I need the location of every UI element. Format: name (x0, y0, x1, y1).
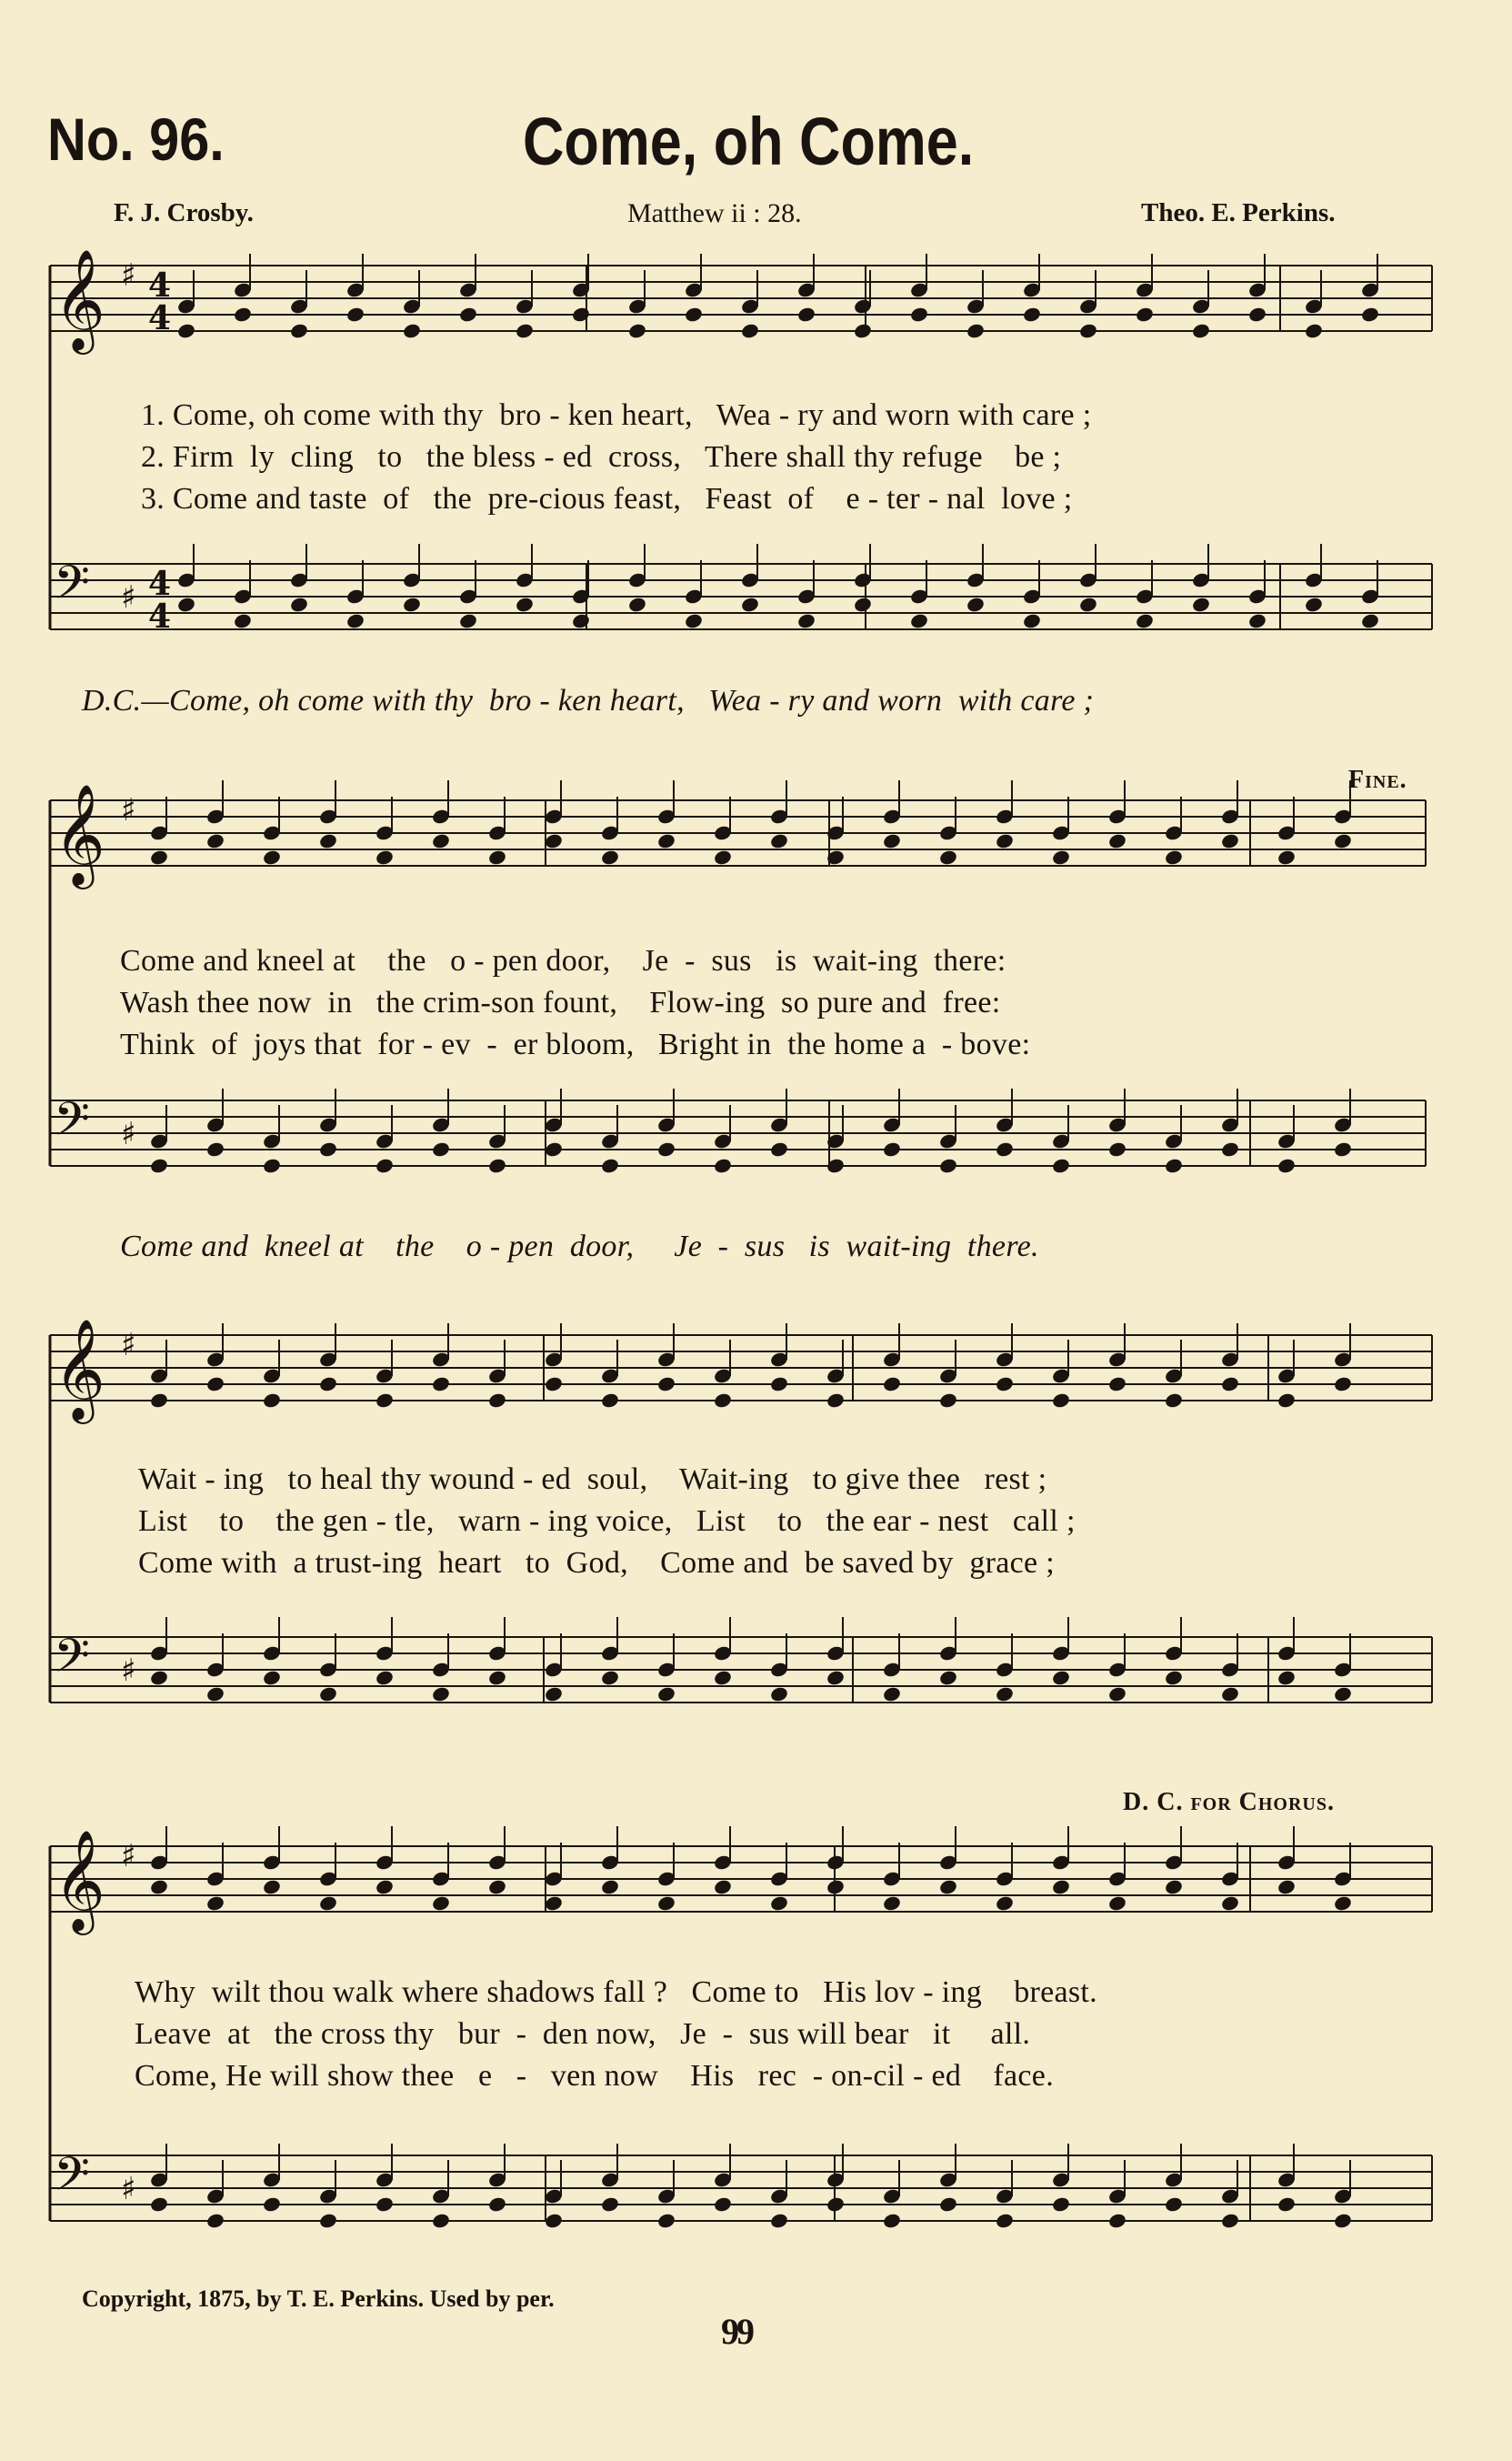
note-head (995, 1685, 1015, 1703)
note-head (713, 849, 733, 866)
note-head (1051, 849, 1071, 866)
note-head (713, 2195, 733, 2213)
note-head (740, 322, 760, 339)
verse-line-3: Come, He will show thee e - ven now His rec - on-cil - ed face. (135, 2059, 1054, 2093)
note-head (375, 1669, 395, 1686)
note-head (375, 1878, 395, 1895)
note-head (995, 1140, 1015, 1158)
sharp-key-signature: ♯ (121, 1652, 136, 1689)
note-head (345, 612, 365, 629)
note-head (487, 1157, 507, 1174)
note-head (627, 596, 647, 613)
time-signature: 4 (148, 299, 172, 337)
note-head (1247, 612, 1267, 629)
note-head (205, 832, 225, 849)
note-head (1333, 2212, 1353, 2229)
note-head (1191, 596, 1211, 613)
note-head (1220, 1140, 1240, 1158)
note-head (487, 1391, 507, 1409)
note-head (149, 1669, 169, 1686)
note-head (289, 322, 309, 339)
treble-clef: 𝄞 (54, 783, 105, 885)
note-head (345, 306, 365, 323)
note-head (966, 322, 986, 339)
note-head (487, 2195, 507, 2213)
note-head (882, 1375, 902, 1392)
sharp-key-signature: ♯ (121, 1327, 136, 1363)
treble-clef: 𝄞 (54, 248, 105, 350)
note-head (1051, 1878, 1071, 1895)
verse-line-3: Come with a trust-ing heart to God, Come and be saved by grace ; (138, 1546, 1055, 1580)
note-head (1360, 612, 1380, 629)
note-head (995, 2212, 1015, 2229)
note-head (544, 2212, 564, 2229)
note-head (205, 1894, 225, 1912)
note-head (853, 322, 873, 339)
verse-line-2: Wash thee now in the crim-son fount, Flow-ing so pure and free: (120, 986, 1001, 1020)
note-head (1247, 306, 1267, 323)
verse-line-2: List to the gen - tle, warn - ing voice, List to the ear - nest call ; (138, 1504, 1076, 1538)
note-head (571, 612, 591, 629)
chorus-lyric-line: D.C.—Come, oh come with thy bro - ken heart, Wea - ry and worn with care ; (82, 684, 1095, 718)
note-head (1277, 2195, 1297, 2213)
note-head (713, 1157, 733, 1174)
note-head (571, 306, 591, 323)
note-head (882, 1894, 902, 1912)
note-head (713, 1669, 733, 1686)
sharp-key-signature: ♯ (121, 792, 136, 829)
page-number: 99 (721, 2311, 752, 2352)
note-head (233, 612, 253, 629)
note-head (713, 1391, 733, 1409)
note-head (769, 1375, 789, 1392)
note-head (515, 596, 535, 613)
note-head (176, 322, 196, 339)
note-head (769, 1140, 789, 1158)
note-head (318, 1894, 338, 1912)
note-head (1220, 1375, 1240, 1392)
note-head (769, 1894, 789, 1912)
note-head (1360, 306, 1380, 323)
hymn-title: Come, oh Come. (523, 104, 975, 179)
note-head (1051, 2195, 1071, 2213)
note-head (1333, 1685, 1353, 1703)
note-head (938, 1878, 958, 1895)
fine-mark: Fine. (1348, 766, 1407, 794)
note-head (938, 1391, 958, 1409)
note-head (1135, 612, 1155, 629)
note-head (318, 1140, 338, 1158)
chorus-lyric-line: Come and kneel at the o - pen door, Je - sus is wait-ing there. (120, 1230, 1039, 1263)
note-head (149, 1391, 169, 1409)
note-head (995, 1894, 1015, 1912)
note-head (431, 1685, 451, 1703)
note-head (882, 1140, 902, 1158)
note-head (1051, 1157, 1071, 1174)
verse-line-1: Why wilt thou walk where shadows fall ? Come to His lov - ing breast. (135, 1975, 1097, 2009)
note-head (262, 1669, 282, 1686)
note-head (1191, 322, 1211, 339)
note-head (1333, 1140, 1353, 1158)
composer-credit: Theo. E. Perkins. (1141, 198, 1336, 227)
time-signature: 4 (148, 266, 172, 305)
note-head (684, 612, 704, 629)
note-head (318, 1375, 338, 1392)
note-head (600, 1669, 620, 1686)
note-head (1022, 612, 1042, 629)
verse-line-3: Think of joys that for - ev - er bloom, Bright in the home a - bove: (120, 1028, 1031, 1061)
note-head (600, 2195, 620, 2213)
note-head (826, 1669, 846, 1686)
scripture-reference: Matthew ii : 28. (627, 198, 802, 228)
note-head (262, 1157, 282, 1174)
note-head (1333, 832, 1353, 849)
note-head (1107, 1685, 1127, 1703)
note-head (402, 322, 422, 339)
note-head (796, 612, 816, 629)
treble-clef: 𝄞 (54, 1318, 105, 1420)
note-head (1333, 1894, 1353, 1912)
note-head (1164, 1157, 1184, 1174)
note-head (544, 1894, 564, 1912)
note-head (262, 1391, 282, 1409)
note-head (740, 596, 760, 613)
time-signature: 4 (148, 598, 172, 636)
note-head (1164, 1878, 1184, 1895)
note-head (149, 1157, 169, 1174)
note-head (600, 1878, 620, 1895)
note-head (375, 849, 395, 866)
note-head (176, 596, 196, 613)
note-head (656, 1894, 676, 1912)
note-head (1277, 1157, 1297, 1174)
note-head (656, 2212, 676, 2229)
bass-clef: 𝄢 (54, 555, 90, 621)
note-head (769, 2212, 789, 2229)
note-head (205, 1685, 225, 1703)
note-head (149, 849, 169, 866)
verse-line-2: 2. Firm ly cling to the bless - ed cross, There shall thy refuge be ; (141, 440, 1062, 474)
bass-clef: 𝄢 (54, 1091, 90, 1158)
note-head (1107, 1140, 1127, 1158)
note-head (262, 1878, 282, 1895)
note-head (1107, 1894, 1127, 1912)
note-head (713, 1878, 733, 1895)
note-head (318, 2212, 338, 2229)
note-head (1220, 832, 1240, 849)
note-head (853, 596, 873, 613)
note-head (205, 1375, 225, 1392)
note-head (1164, 1391, 1184, 1409)
treble-clef: 𝄞 (54, 1829, 105, 1931)
sharp-key-signature: ♯ (121, 579, 136, 616)
note-head (656, 1140, 676, 1158)
note-head (1220, 1894, 1240, 1912)
note-head (431, 1375, 451, 1392)
note-head (627, 322, 647, 339)
sharp-key-signature: ♯ (121, 2171, 136, 2207)
note-head (375, 1157, 395, 1174)
note-head (938, 2195, 958, 2213)
note-head (882, 832, 902, 849)
sharp-key-signature: ♯ (121, 257, 136, 294)
note-head (995, 832, 1015, 849)
note-head (1078, 596, 1098, 613)
sharp-key-signature: ♯ (121, 1116, 136, 1152)
note-head (1277, 1391, 1297, 1409)
note-head (1333, 1375, 1353, 1392)
note-head (544, 1375, 564, 1392)
note-head (205, 2212, 225, 2229)
note-head (544, 1140, 564, 1158)
note-head (938, 1669, 958, 1686)
note-head (1277, 849, 1297, 866)
note-head (431, 2212, 451, 2229)
author-credit: F. J. Crosby. (114, 198, 254, 227)
note-head (826, 2195, 846, 2213)
note-head (882, 1685, 902, 1703)
note-head (1051, 1391, 1071, 1409)
note-head (656, 1685, 676, 1703)
note-head (909, 306, 929, 323)
note-head (1135, 306, 1155, 323)
note-head (656, 832, 676, 849)
note-head (515, 322, 535, 339)
note-head (149, 1878, 169, 1895)
verse-line-1: Wait - ing to heal thy wound - ed soul, Wait-ing to give thee rest ; (138, 1462, 1047, 1496)
note-head (938, 1157, 958, 1174)
note-head (1051, 1669, 1071, 1686)
note-head (966, 596, 986, 613)
note-head (1164, 849, 1184, 866)
note-head (487, 1669, 507, 1686)
note-head (769, 1685, 789, 1703)
note-head (1277, 1669, 1297, 1686)
note-head (318, 1685, 338, 1703)
verse-line-2: Leave at the cross thy bur - den now, Je - sus will bear it all. (135, 2017, 1031, 2051)
note-head (600, 849, 620, 866)
sharp-key-signature: ♯ (121, 1838, 136, 1874)
note-head (1304, 322, 1324, 339)
note-head (458, 306, 478, 323)
note-head (684, 306, 704, 323)
time-signature: 4 (148, 565, 172, 603)
note-head (1022, 306, 1042, 323)
note-head (1107, 2212, 1127, 2229)
note-head (656, 1375, 676, 1392)
note-head (262, 2195, 282, 2213)
note-head (402, 596, 422, 613)
dc-chorus-mark: D. C. for Chorus. (1123, 1788, 1336, 1816)
verse-line-1: 1. Come, oh come with thy bro - ken heart, Wea - ry and worn with care ; (141, 398, 1092, 432)
note-head (149, 2195, 169, 2213)
note-head (431, 1894, 451, 1912)
note-head (600, 1391, 620, 1409)
note-head (938, 849, 958, 866)
note-head (544, 1685, 564, 1703)
note-head (289, 596, 309, 613)
note-head (826, 1878, 846, 1895)
copyright-notice: Copyright, 1875, by T. E. Perkins. Used by per. (82, 2285, 555, 2312)
note-head (375, 1391, 395, 1409)
note-head (882, 2212, 902, 2229)
note-head (458, 612, 478, 629)
note-head (909, 612, 929, 629)
note-head (1107, 832, 1127, 849)
note-head (1304, 596, 1324, 613)
note-head (431, 832, 451, 849)
note-head (233, 306, 253, 323)
note-head (1220, 1685, 1240, 1703)
note-head (544, 832, 564, 849)
note-head (1078, 322, 1098, 339)
bass-clef: 𝄢 (54, 1628, 90, 1694)
note-head (826, 1391, 846, 1409)
verse-line-1: Come and kneel at the o - pen door, Je - sus is wait-ing there: (120, 944, 1006, 978)
note-head (1220, 2212, 1240, 2229)
note-head (1164, 2195, 1184, 2213)
note-head (318, 832, 338, 849)
bass-clef: 𝄢 (54, 2146, 90, 2213)
note-head (205, 1140, 225, 1158)
note-head (1164, 1669, 1184, 1686)
note-head (796, 306, 816, 323)
note-head (769, 832, 789, 849)
note-head (600, 1157, 620, 1174)
hymn-number: No. 96. (47, 105, 225, 173)
note-head (1277, 1878, 1297, 1895)
note-head (375, 2195, 395, 2213)
note-head (431, 1140, 451, 1158)
verse-line-3: 3. Come and taste of the pre-cious feast, Feast of e - ter - nal love ; (141, 482, 1073, 516)
note-head (1107, 1375, 1127, 1392)
note-head (487, 849, 507, 866)
note-head (262, 849, 282, 866)
note-head (995, 1375, 1015, 1392)
note-head (487, 1878, 507, 1895)
